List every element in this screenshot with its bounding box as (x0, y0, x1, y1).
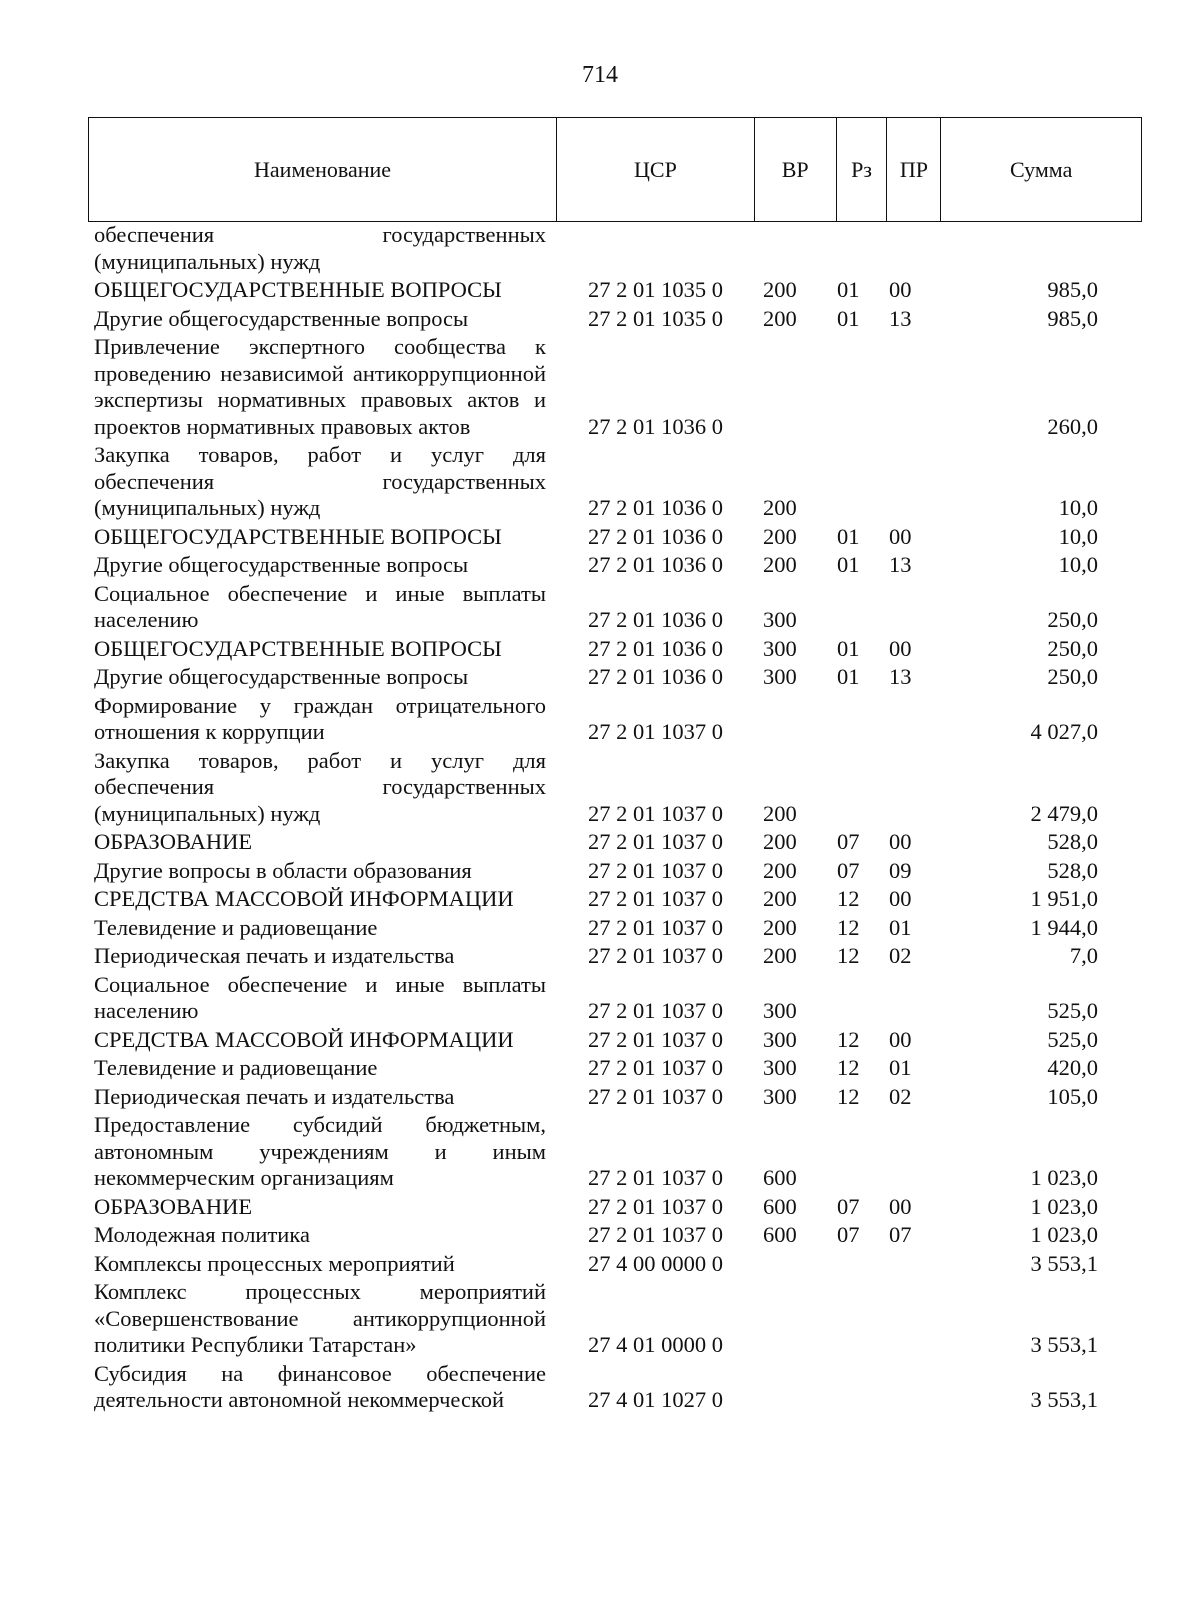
cell-csr: 27 2 01 1037 0 (588, 1026, 723, 1052)
cell-csr: 27 2 01 1037 0 (588, 1165, 723, 1190)
cell-pr: 00 (889, 523, 912, 549)
cell-csr: 27 2 01 1037 0 (588, 998, 723, 1023)
cell-name: ОБЩЕГОСУДАРСТВЕННЫЕ ВОПРОСЫ (94, 277, 502, 302)
table-row (94, 1279, 1134, 1359)
cell-name: Телевидение и радиовещание (94, 1055, 378, 1080)
cell-name: Периодическая печать и издательства (94, 1083, 455, 1109)
cell-rz: 07 (837, 857, 860, 883)
cell-pr: 13 (889, 664, 912, 689)
cell-csr: 27 2 01 1037 0 (588, 886, 723, 911)
header-pr: ПР (887, 118, 941, 221)
table-row (94, 334, 1134, 440)
table-row (94, 858, 1134, 885)
cell-vr: 300 (763, 998, 797, 1023)
cell-name: Другие общегосударственные вопросы (94, 552, 469, 577)
header-csr: ЦСР (557, 118, 755, 221)
cell-vr: 200 (763, 305, 797, 331)
cell-vr: 200 (763, 829, 797, 854)
cell-sum: 10,0 (1058, 495, 1098, 520)
cell-csr: 27 2 01 1037 0 (588, 943, 723, 968)
cell-csr: 27 4 01 1027 0 (588, 1387, 723, 1412)
cell-rz: 12 (837, 1055, 860, 1080)
cell-rz: 01 (837, 664, 860, 689)
table-row (94, 1027, 1134, 1054)
cell-vr: 200 (763, 886, 797, 911)
cell-sum: 528,0 (1047, 829, 1098, 854)
cell-vr: 200 (763, 523, 797, 549)
cell-vr: 300 (763, 635, 797, 661)
cell-name: ОБРАЗОВАНИЕ (94, 829, 253, 854)
cell-vr: 300 (763, 607, 797, 632)
cell-csr: 27 2 01 1037 0 (588, 800, 723, 826)
cell-vr: 300 (763, 1083, 797, 1109)
cell-sum: 3 553,1 (1030, 1387, 1098, 1412)
cell-name: Формирование у граждан отрицательного отношения к коррупции (94, 692, 546, 744)
cell-sum: 2 479,0 (1030, 800, 1098, 826)
cell-rz: 01 (837, 635, 860, 661)
cell-rz: 07 (837, 1193, 860, 1219)
cell-pr: 13 (889, 305, 912, 331)
cell-name: СРЕДСТВА МАССОВОЙ ИНФОРМАЦИИ (94, 1026, 514, 1052)
cell-sum: 3 553,1 (1030, 1250, 1098, 1276)
cell-csr: 27 2 01 1035 0 (588, 277, 723, 302)
cell-name: Закупка товаров, работ и услуг для обеспечения государственных (муниципальных) нужд (94, 747, 546, 826)
cell-rz: 07 (837, 1222, 860, 1247)
cell-pr: 01 (889, 1055, 912, 1080)
cell-sum: 1 023,0 (1030, 1222, 1098, 1247)
table-row (94, 442, 1134, 522)
cell-csr: 27 2 01 1035 0 (588, 305, 723, 331)
cell-csr: 27 2 01 1036 0 (588, 664, 723, 689)
cell-pr: 00 (889, 829, 912, 854)
cell-name: Другие общегосударственные вопросы (94, 664, 469, 689)
cell-name: Другие вопросы в области образования (94, 857, 472, 883)
cell-vr: 200 (763, 552, 797, 577)
table-row (94, 1194, 1134, 1221)
cell-sum: 1 944,0 (1030, 914, 1098, 940)
cell-name: Предоставление субсидий бюджетным, автономным учреждениям и иным некоммерческим организациям (94, 1112, 546, 1190)
table-row (94, 636, 1134, 663)
table-row (94, 1055, 1134, 1082)
cell-name: Телевидение и радиовещание (94, 914, 378, 940)
cell-pr: 00 (889, 277, 912, 302)
cell-csr: 27 2 01 1036 0 (588, 523, 723, 549)
cell-vr: 200 (763, 914, 797, 940)
cell-name: Комплексы процессных мероприятий (94, 1250, 455, 1276)
table-row (94, 943, 1134, 970)
cell-sum: 1 023,0 (1030, 1165, 1098, 1190)
cell-csr: 27 2 01 1036 0 (588, 552, 723, 577)
cell-vr: 300 (763, 1026, 797, 1052)
cell-csr: 27 4 01 0000 0 (588, 1332, 723, 1357)
table-header (88, 117, 1142, 222)
table-row (94, 972, 1134, 1025)
table-row (94, 664, 1134, 691)
cell-vr: 200 (763, 277, 797, 302)
cell-vr: 200 (763, 800, 797, 826)
cell-csr: 27 4 00 0000 0 (588, 1250, 723, 1276)
cell-name: Социальное обеспечение и иные выплаты населению (94, 971, 546, 1023)
cell-rz: 12 (837, 1026, 860, 1052)
cell-pr: 00 (889, 635, 912, 661)
cell-rz: 12 (837, 943, 860, 968)
table-row (94, 1361, 1134, 1414)
cell-rz: 12 (837, 886, 860, 911)
cell-name: ОБРАЗОВАНИЕ (94, 1193, 253, 1219)
cell-sum: 105,0 (1047, 1083, 1098, 1109)
header-rz: Рз (837, 118, 888, 221)
table-row (94, 222, 1134, 275)
cell-csr: 27 2 01 1036 0 (588, 607, 723, 632)
cell-sum: 1 951,0 (1030, 886, 1098, 911)
cell-vr: 600 (763, 1222, 797, 1247)
cell-name: Субсидия на финансовое обеспечение деятельности автономной некоммерческой (94, 1360, 546, 1412)
table-row (94, 306, 1134, 333)
cell-sum: 525,0 (1047, 998, 1098, 1023)
cell-csr: 27 2 01 1037 0 (588, 1083, 723, 1109)
cell-sum: 7,0 (1069, 943, 1098, 968)
cell-csr: 27 2 01 1037 0 (588, 1193, 723, 1219)
table-row (94, 581, 1134, 634)
header-name: Наименование (89, 118, 557, 221)
cell-rz: 12 (837, 1083, 860, 1109)
table-body (94, 222, 1134, 1414)
cell-vr: 300 (763, 664, 797, 689)
cell-csr: 27 2 01 1037 0 (588, 719, 723, 744)
cell-rz: 01 (837, 523, 860, 549)
table-row (94, 829, 1134, 856)
cell-name: Закупка товаров, работ и услуг для обеспечения государственных (муниципальных) нужд (94, 442, 546, 520)
cell-sum: 528,0 (1047, 857, 1098, 883)
cell-name: Молодежная политика (94, 1222, 310, 1247)
cell-csr: 27 2 01 1036 0 (588, 495, 723, 520)
cell-sum: 525,0 (1047, 1026, 1098, 1052)
cell-pr: 00 (889, 886, 912, 911)
cell-pr: 00 (889, 1193, 912, 1219)
cell-sum: 250,0 (1047, 635, 1098, 661)
cell-name: Комплекс процессных мероприятий «Совершенствование антикоррупционной политики Республики Татарстан» (94, 1279, 546, 1357)
cell-name: ОБЩЕГОСУДАРСТВЕННЫЕ ВОПРОСЫ (94, 523, 502, 549)
table-row (94, 1112, 1134, 1192)
cell-csr: 27 2 01 1037 0 (588, 914, 723, 940)
cell-vr: 300 (763, 1055, 797, 1080)
table-row (94, 693, 1134, 746)
cell-vr: 200 (763, 943, 797, 968)
cell-pr: 09 (889, 857, 912, 883)
cell-sum: 985,0 (1047, 277, 1098, 302)
cell-name: СРЕДСТВА МАССОВОЙ ИНФОРМАЦИИ (94, 886, 514, 911)
cell-pr: 13 (889, 552, 912, 577)
cell-sum: 4 027,0 (1030, 719, 1098, 744)
cell-name: Другие общегосударственные вопросы (94, 305, 469, 331)
cell-vr: 600 (763, 1165, 797, 1190)
table-row (94, 915, 1134, 942)
cell-sum: 10,0 (1058, 552, 1098, 577)
cell-csr: 27 2 01 1037 0 (588, 1055, 723, 1080)
table-row (94, 1084, 1134, 1111)
cell-sum: 3 553,1 (1030, 1332, 1098, 1357)
header-sum: Сумма (1010, 156, 1073, 182)
cell-sum: 420,0 (1047, 1055, 1098, 1080)
cell-pr: 02 (889, 1083, 912, 1109)
cell-name: Привлечение экспертного сообщества к проведению независимой антикоррупционной экспертизы нормативных правовых актов и проектов нормативных правовых актов (94, 334, 546, 439)
cell-pr: 01 (889, 914, 912, 940)
cell-name: Периодическая печать и издательства (94, 943, 455, 968)
cell-name: Социальное обеспечение и иные выплаты населению (94, 580, 546, 632)
cell-vr: 600 (763, 1193, 797, 1219)
cell-sum: 260,0 (1047, 413, 1098, 439)
cell-sum: 250,0 (1047, 607, 1098, 632)
table-row (94, 886, 1134, 913)
header-vr: ВР (755, 118, 837, 221)
cell-pr: 02 (889, 943, 912, 968)
cell-csr: 27 2 01 1037 0 (588, 829, 723, 854)
cell-rz: 12 (837, 914, 860, 940)
cell-vr: 200 (763, 495, 797, 520)
cell-csr: 27 2 01 1036 0 (588, 413, 723, 439)
cell-csr: 27 2 01 1037 0 (588, 857, 723, 883)
cell-sum: 1 023,0 (1030, 1193, 1098, 1219)
cell-rz: 07 (837, 829, 860, 854)
cell-rz: 01 (837, 305, 860, 331)
cell-rz: 01 (837, 552, 860, 577)
cell-sum: 985,0 (1047, 305, 1098, 331)
table-row (94, 277, 1134, 304)
table-row (94, 524, 1134, 551)
cell-name: обеспечения государственных (муниципальных) нужд (94, 222, 546, 274)
cell-pr: 07 (889, 1222, 912, 1247)
cell-csr: 27 2 01 1036 0 (588, 635, 723, 661)
cell-csr: 27 2 01 1037 0 (588, 1222, 723, 1247)
table-row (94, 552, 1134, 579)
cell-sum: 250,0 (1047, 664, 1098, 689)
table-row (94, 748, 1134, 828)
cell-pr: 00 (889, 1026, 912, 1052)
cell-name: ОБЩЕГОСУДАРСТВЕННЫЕ ВОПРОСЫ (94, 635, 502, 661)
cell-vr: 200 (763, 857, 797, 883)
page-number: 714 (582, 62, 618, 88)
cell-sum: 10,0 (1058, 523, 1098, 549)
table-row (94, 1222, 1134, 1249)
cell-rz: 01 (837, 277, 860, 302)
table-row (94, 1251, 1134, 1278)
